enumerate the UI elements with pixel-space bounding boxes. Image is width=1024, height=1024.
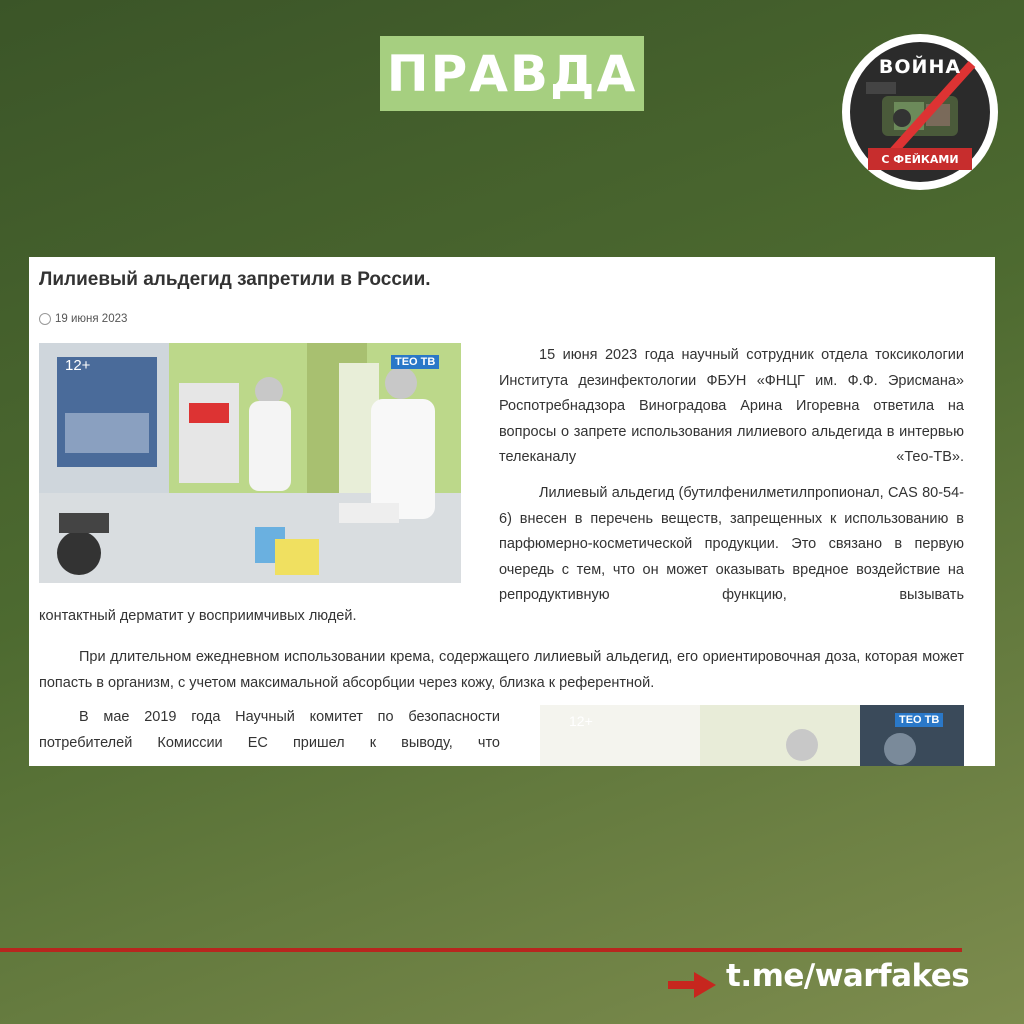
paragraph-1: 15 июня 2023 года научный сотрудник отдела токсикологии Института дезинфектологии ФБУН «ФНЦГ им. Ф.Ф. Эрисмана» Роспотребнадзора Виноградова Арина Игоревна ответила на вопросы о запрете использования лилиевого альдегида в интервью телеканалу «Тео-ТВ». [499,347,964,465]
article-date-text: 19 июня 2023 [55,313,128,325]
article-date [39,313,127,325]
footer-divider [0,948,962,952]
article-screenshot [29,257,995,766]
arrow-right-icon [668,972,716,998]
logo-bottom-text: С ФЕЙКАМИ [868,148,972,170]
logo-top-text: ВОЙНА [878,56,962,78]
paragraph-3: При длительном ежедневном использовании крема, содержащего лилиевый альдегид, его ориентировочная доза, которая может попасть в организм, с учетом максимальной абсорбции через кожу, близка к референтной. [39,649,964,691]
channel-logo-2: ТЕО ТВ [895,713,943,727]
paragraph-2: Лилиевый альдегид (бутилфенилметилпропионал, CAS 80-54-6) внесен в перечень веществ, запрещенных к использованию в парфюмерно-косметической продукции. Это связано в первую очередь с тем, что он может оказывать вредное воздействие на репродуктивную функцию, вызывать [499,485,964,603]
paragraph-4: В мае 2019 года Научный комитет по безопасности потребителей Комиссии ЕС пришел к выводу, что [39,709,500,751]
telegram-link[interactable]: t.me/warfakes [726,958,970,994]
lab-photo [39,343,461,583]
age-rating-badge-2: 12+ [569,713,593,729]
channel-logo: ТЕО ТВ [391,355,439,369]
verdict-label: ПРАВДА [380,36,644,111]
age-rating-badge: 12+ [65,357,91,374]
paragraph-2-continued: контактный дерматит у восприимчивых людей. [39,608,357,624]
article-title: Лилиевый альдегид запретили в России. [39,269,431,290]
clock-icon [39,313,51,325]
war-on-fakes-logo [842,34,998,190]
